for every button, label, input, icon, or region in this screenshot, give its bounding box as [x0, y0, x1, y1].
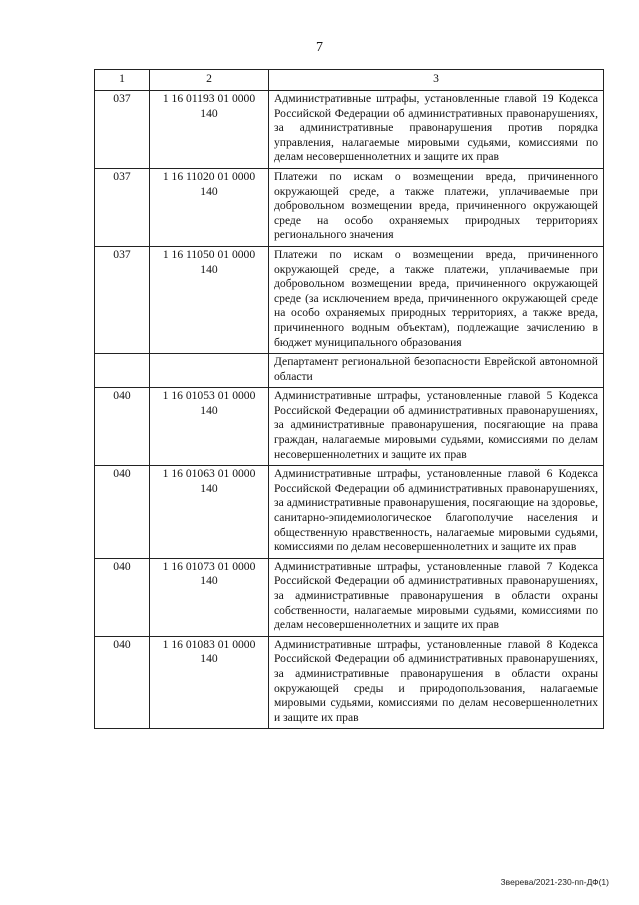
- budget-code-cell: 1 16 01053 01 0000 140: [150, 388, 269, 466]
- administrator-code-cell: 040: [95, 636, 150, 729]
- budget-code-cell: 1 16 01193 01 0000 140: [150, 91, 269, 169]
- department-name-cell: Департамент региональной безопасности Еврейской автономной области: [269, 354, 604, 388]
- description-cell: Административные штрафы, установленные главой 8 Кодекса Российской Федерации об административных правонарушениях, за административные правонарушения в области охраны окружающей среды и природопользования, налагаемые мировыми судьями, комиссиями по делам несовершеннолетних и защите их прав: [269, 636, 604, 729]
- table-row: [95, 91, 604, 169]
- table-row: [95, 558, 604, 636]
- budget-code-cell: 1 16 11020 01 0000 140: [150, 168, 269, 246]
- column-header-2: 2: [150, 70, 269, 91]
- document-footer-reference: Зверева/2021-230-пп-ДФ(1): [500, 877, 609, 887]
- revenue-codes-table: [94, 69, 604, 729]
- administrator-code-cell: 040: [95, 558, 150, 636]
- column-header-3: 3: [269, 70, 604, 91]
- table-row-department-heading: [95, 354, 604, 388]
- administrator-code-cell: [95, 354, 150, 388]
- administrator-code-cell: 037: [95, 91, 150, 169]
- page-number: 7: [316, 40, 323, 55]
- column-header-1: 1: [95, 70, 150, 91]
- table-row: [95, 466, 604, 559]
- description-cell: Платежи по искам о возмещении вреда, причиненного окружающей среде, а также платежи, уплачиваемые при добровольном возмещении вреда, причиненного окружающей среде на особо охраняемых природных территориях регионального значения: [269, 168, 604, 246]
- table-row: [95, 168, 604, 246]
- administrator-code-cell: 037: [95, 168, 150, 246]
- description-cell: Платежи по искам о возмещении вреда, причиненного окружающей среде, а также платежи, уплачиваемые при добровольном возмещении вреда, причиненного окружающей среде (за исключением вреда, причиненного окружающей среде на особо охраняемых природных территориях, а также вреда, причиненного водным объектам), подлежащие зачислению в бюджет муниципального образования: [269, 246, 604, 353]
- budget-code-cell: 1 16 11050 01 0000 140: [150, 246, 269, 353]
- table-header-row: [95, 70, 604, 91]
- administrator-code-cell: 040: [95, 388, 150, 466]
- description-cell: Административные штрафы, установленные главой 6 Кодекса Российской Федерации об административных правонарушениях, за административные правонарушения, посягающие на здоровье, санитарно-эпидемиологическое благополучие населения и общественную нравственность, налагаемые мировыми судьями, комиссиями по делам несовершеннолетних и защите их прав: [269, 466, 604, 559]
- description-cell: Административные штрафы, установленные главой 7 Кодекса Российской Федерации об административных правонарушениях, за административные правонарушения в области охраны собственности, налагаемые мировыми судьями, комиссиями по делам несовершеннолетних и защите их прав: [269, 558, 604, 636]
- table-row: [95, 246, 604, 353]
- table-row: [95, 636, 604, 729]
- administrator-code-cell: 037: [95, 246, 150, 353]
- description-cell: Административные штрафы, установленные главой 5 Кодекса Российской Федерации об административных правонарушениях, за административные правонарушения, посягающие на права граждан, налагаемые мировыми судьями, комиссиями по делам несовершеннолетних и защите их прав: [269, 388, 604, 466]
- budget-code-cell: 1 16 01073 01 0000 140: [150, 558, 269, 636]
- description-cell: Административные штрафы, установленные главой 19 Кодекса Российской Федерации об административных правонарушениях, за административные правонарушения против порядка управления, налагаемые мировыми судьями, комиссиями по делам несовершеннолетних и защите их прав: [269, 91, 604, 169]
- budget-code-cell: [150, 354, 269, 388]
- administrator-code-cell: 040: [95, 466, 150, 559]
- budget-code-cell: 1 16 01063 01 0000 140: [150, 466, 269, 559]
- table-row: [95, 388, 604, 466]
- budget-code-cell: 1 16 01083 01 0000 140: [150, 636, 269, 729]
